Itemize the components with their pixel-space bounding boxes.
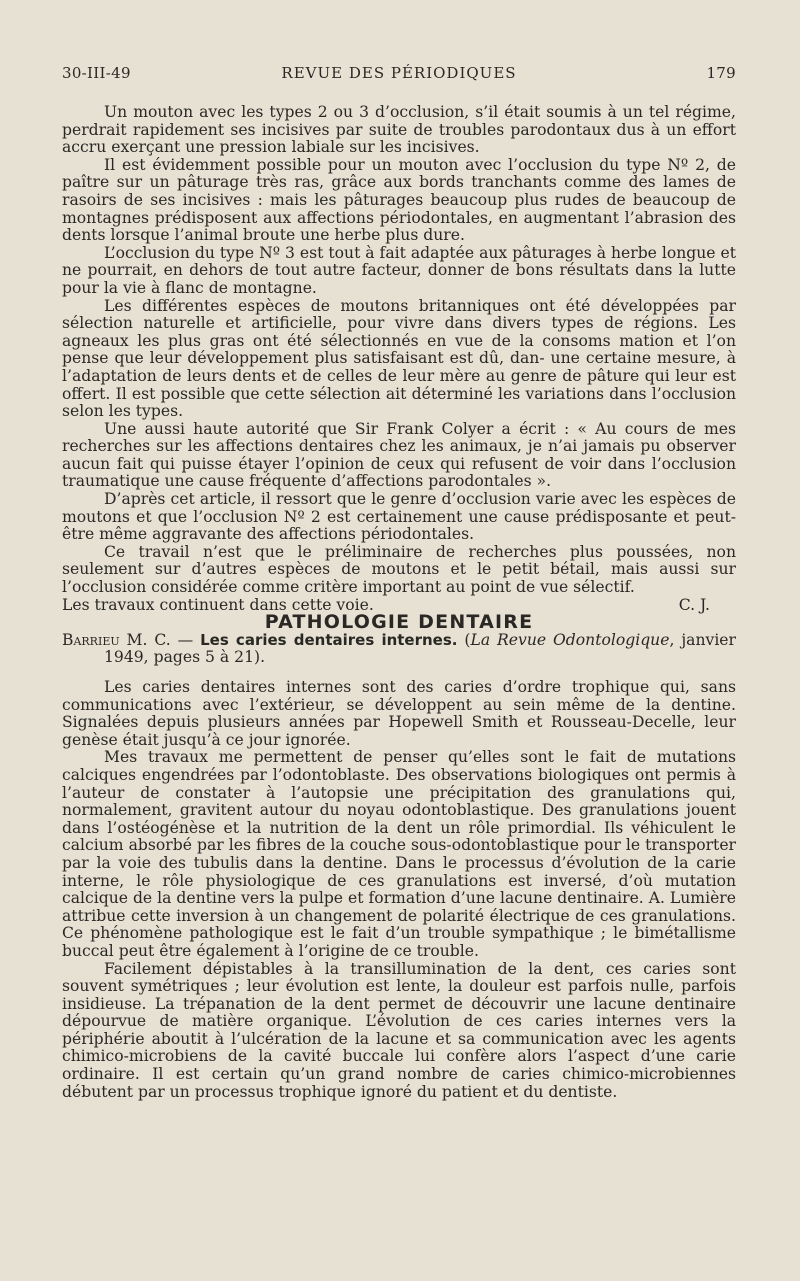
- reference-author: Barrieu M. C.: [62, 630, 171, 649]
- page-number: 179: [706, 64, 736, 82]
- paragraph: D’après cet article, il ressort que le genre d’occlusion varie avec les espèces de moutons et que l’occlusion Nº 2 est certainement une cause prédisposante et peut-être même aggravante des affections périodontales.: [62, 490, 736, 544]
- reference-details: janvier 1949, pages 5 à 21).: [104, 630, 736, 667]
- paragraph: Les caries dentaires internes sont des caries d’ordre trophique qui, sans communications avec l’extérieur, se développent au sein même de la dentine. Signalées depuis plusieurs années par Hopewell Smith et Rousseau-Decelle, leur genèse était jusqu’à ce jour ignorée.: [62, 678, 736, 749]
- reference-article-title: Les caries dentaires internes.: [200, 630, 458, 649]
- reference-journal: La Revue Odontologique: [470, 630, 670, 649]
- paragraph: Les différentes espèces de moutons britanniques ont été développées par sélection naturelle et artificielle, pour vivre dans divers types de régions. Les agneaux les plus gras ont été sélectionnés en vue de la consoms mation et l’on pense que leur développement plus satisfaisant est dû, dan- une certaine mesure, à l’adaptation de leurs dents et de celles de leur mère au genre de pâture qui leur est offert. Il est possible que cette sélection ait déterminé les variations dans l’occlusion selon les types.: [62, 296, 736, 421]
- paragraph: L’occlusion du type Nº 3 est tout à fait adaptée aux pâturages à herbe longue et ne pourrait, en dehors de tout autre facteur, donner de bons résultats dans la lutte pour la vie à flanc de montagne.: [62, 243, 736, 297]
- article-body: [62, 104, 736, 1101]
- paragraph: Facilement dépistables à la transillumination de la dent, ces caries sont souvent symétriques ; leur évolution est lente, la douleur est parfois nulle, parfois insidieuse. La trépanation de la dent permet de découvrir une lacune dentinaire dépourvue de matière organique. L’évolution de ces caries internes vers la périphérie aboutit à l’ulcération de la lacune et sa communication avec les agents chimico-microbiens de la cavité buccale lui confère alors l’aspect d’une carie ordinaire. Il est certain qu’un grand nombre de caries chimico-microbiennes débutent par un processus trophique ignoré du patient et du dentiste.: [62, 959, 736, 1101]
- paragraph: Il est évidemment possible pour un mouton avec l’occlusion du type Nº 2, de paître sur un pâturage très ras, grâce aux bords tranchants comme des lames de rasoirs de ses incisives : mais les pâturages beaucoup plus rudes de beaucoup de montagnes prédisposent aux affections périodontales, en augmentant l’abrasion des dents lorsque l’animal broute une herbe plus dure.: [62, 155, 736, 245]
- paragraph: Une aussi haute autorité que Sir Frank Colyer a écrit : « Au cours de mes recherches sur les affections dentaires chez les animaux, je n’ai jamais pu observer aucun fait qui puisse étayer l’opinion de ceux qui refusent de voir dans l’occlusion traumatique une cause fréquente d’affections parodontales ».: [62, 419, 736, 491]
- bibliographic-reference: Barrieu M. C. — Les caries dentaires internes. (La Revue Odontologique, janvier 1949, pages 5 à 21).: [62, 630, 736, 667]
- reference-dash: —: [170, 630, 201, 649]
- header-date: 30-III-49: [62, 64, 131, 82]
- paragraph: Un mouton avec les types 2 ou 3 d’occlusion, s’il était soumis à un tel régime, perdrait rapidement ses incisives par suite de troubles parodontaux dus à un effort accru exerçant une pression labiale sur les incisives.: [62, 103, 736, 157]
- section-title: PATHOLOGIE DENTAIRE: [264, 611, 534, 634]
- closing-last-line: Les travaux continuent dans cette voie.: [62, 595, 374, 614]
- paragraph: Mes travaux me permettent de penser qu’elles sont le fait de mutations calciques engendrées par l’odontoblaste. Des observations biologiques ont permis à l’auteur de constater à l’autopsie une précipitation des granulations qui, normalement, gravitent autour du noyau odontoblastique. Des granulations jouent dans l’ostéogénèse et la nutrition de la dent un rôle primordial. Ils véhiculent le calcium absorbé par les fibres de la couche sous-odontoblastique pour le transporter par la voie des tubulis dans la dentine. Dans le processus d’évolution de la carie interne, le rôle physiologique de ces granulations est inversé, d’où mutation calcique de la dentine vers la pulpe et formation d’une lacune dentinaire. A. Lumière attribue cette inversion à un changement de polarité électrique de ces granulations. Ce phénomène pathologique est le fait d’un trouble sympathique ; le bimétallisme buccal peut être également à l’origine de ce trouble.: [62, 748, 736, 960]
- review-signature: C. J.: [678, 595, 710, 614]
- header-title: REVUE DES PÉRIODIQUES: [281, 64, 517, 82]
- closing-paragraph: Ce travail n’est que le préliminaire de recherches plus poussées, non seulement sur d’autres espèces de moutons et le petit bétail, mais aussi sur l’occlusion considérée comme critère important au point de vue sélectif.: [62, 542, 736, 597]
